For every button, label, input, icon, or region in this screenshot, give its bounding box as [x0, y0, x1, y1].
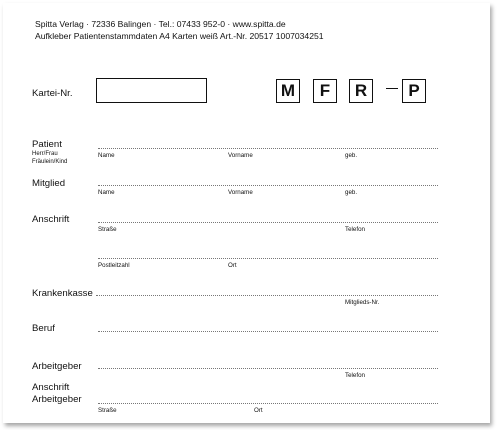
anschrift-telefon-caption: Telefon	[345, 226, 365, 233]
beruf-label: Beruf	[32, 323, 55, 334]
mitglied-label: Mitglied	[32, 178, 66, 189]
anschrift-plz-caption: Postleitzahl	[98, 262, 130, 269]
anschrift-strasse-caption: Straße	[98, 226, 117, 233]
patient-vorname-caption: Vorname	[228, 152, 253, 159]
beruf-line[interactable]	[98, 331, 438, 332]
patient-geb-caption: geb.	[345, 152, 358, 159]
kartei-nr-field[interactable]	[96, 78, 207, 103]
mitglieds-nr-caption: Mitglieds-Nr.	[345, 299, 380, 306]
anschrift-arbeitgeber-label-2: Arbeitgeber	[32, 394, 82, 405]
form-card	[3, 3, 490, 423]
krankenkasse-line[interactable]	[96, 295, 438, 296]
mitglied-line[interactable]	[98, 185, 438, 186]
patient-sub-herr-frau: Herr/Frau	[32, 151, 58, 157]
patient-line[interactable]	[98, 148, 438, 149]
letter-box-m[interactable]: M	[276, 79, 300, 103]
anschrift-ag-ort-caption: Ort	[254, 407, 263, 414]
patient-label: Patient	[32, 139, 62, 150]
anschrift-label: Anschrift	[32, 214, 70, 225]
arbeitgeber-line[interactable]	[98, 368, 438, 369]
letter-box-f[interactable]: F	[313, 79, 337, 103]
letter-dash	[386, 88, 398, 89]
mitglied-name-caption: Name	[98, 189, 115, 196]
patient-name-caption: Name	[98, 152, 115, 159]
krankenkasse-label: Krankenkasse	[32, 288, 93, 299]
anschrift-plz-line[interactable]	[98, 258, 438, 259]
arbeitgeber-telefon-caption: Telefon	[345, 372, 365, 379]
mitglied-geb-caption: geb.	[345, 189, 358, 196]
kartei-nr-label: Kartei-Nr.	[32, 88, 73, 99]
anschrift-arbeitgeber-line[interactable]	[98, 403, 438, 404]
anschrift-street-line[interactable]	[98, 222, 438, 223]
mitglied-vorname-caption: Vorname	[228, 189, 253, 196]
patient-sub-fraeulein-kind: Fräulein/Kind	[32, 159, 68, 165]
letter-box-r[interactable]: R	[349, 79, 373, 103]
anschrift-ort-caption: Ort	[228, 262, 237, 269]
anschrift-ag-strasse-caption: Straße	[98, 407, 117, 414]
article-line: Aufkleber Patientenstammdaten A4 Karten weiß Art.-Nr. 20517 1007034251	[35, 31, 324, 41]
arbeitgeber-label: Arbeitgeber	[32, 361, 82, 372]
letter-box-p[interactable]: P	[402, 79, 426, 103]
publisher-line: Spitta Verlag · 72336 Balingen · Tel.: 07433 952-0 · www.spitta.de	[35, 19, 286, 29]
anschrift-arbeitgeber-label-1: Anschrift	[32, 382, 70, 393]
